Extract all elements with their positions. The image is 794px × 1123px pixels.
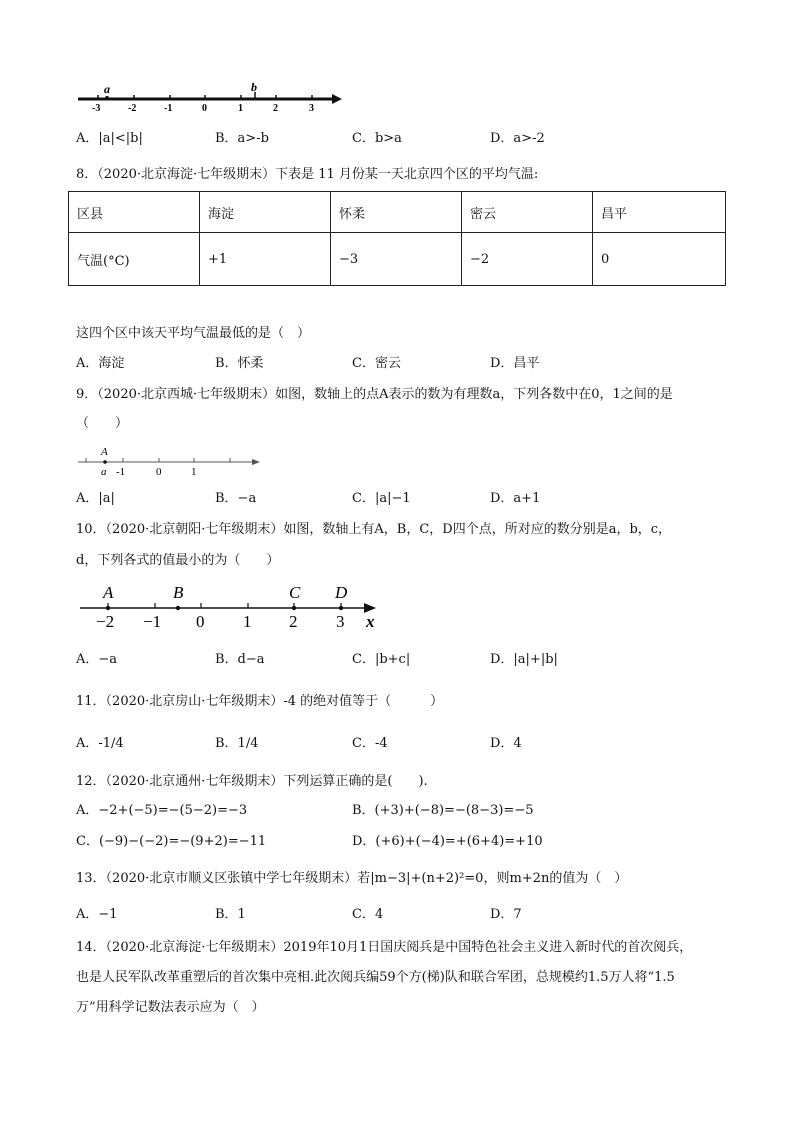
q10-point-label: D xyxy=(335,583,348,602)
q12-option-b[interactable]: B．(+3)+(−8)=−(8−3)=−5 xyxy=(352,803,534,818)
q11-option-a[interactable]: A．-1/4 xyxy=(76,736,124,751)
q10-point-label: B xyxy=(173,583,184,602)
q9-stem-line1: 9．（2020·北京西城·七年级期末）如图，数轴上的点A表示的数为有理数a，下列各数中在0，1之间的是 xyxy=(76,387,673,402)
q7-option-b[interactable]: B．a>-b xyxy=(215,131,269,146)
table-cell: 昌平 xyxy=(593,192,726,233)
q14-line1: 14．（2020·北京海淀·七年级期末）2019年10月1日国庆阅兵是中国特色社会主义进入新时代的首次阅兵， xyxy=(76,940,693,955)
q8-temperature-table xyxy=(68,191,726,286)
q8-option-b[interactable]: B．怀柔 xyxy=(215,356,264,371)
q13-option-b[interactable]: B．1 xyxy=(215,907,246,922)
q10-stem-line2: d，下列各式的值最小的为（ ） xyxy=(76,553,280,568)
q10-point-label: C xyxy=(289,583,301,602)
q9-tick-label: 0 xyxy=(156,466,162,478)
q10-option-d[interactable]: D．|a|+|b| xyxy=(490,652,558,667)
table-cell: 气温(°C) xyxy=(69,233,200,286)
q10-point-c xyxy=(292,606,296,610)
q12-option-c[interactable]: C．(−9)−(−2)=−(9+2)=−11 xyxy=(76,834,267,849)
q12-option-d[interactable]: D．(+6)+(−4)=+(6+4)=+10 xyxy=(352,834,543,849)
q11-option-d[interactable]: D．4 xyxy=(490,736,522,751)
q8-option-c[interactable]: C．密云 xyxy=(352,356,401,371)
q13-stem: 13．（2020·北京市顺义区张镇中学七年级期末）若|m−3|+(n+2)²=0，则m+2n的值为（ ） xyxy=(76,871,628,886)
q10-tick-label: 2 xyxy=(289,612,298,630)
table-cell: −3 xyxy=(331,233,462,286)
q10-tick-labels xyxy=(96,612,345,630)
q7-tick-label: 2 xyxy=(273,103,278,114)
table-cell: 0 xyxy=(593,233,726,286)
q10-tick-label: −2 xyxy=(96,612,115,630)
q7-option-d[interactable]: D．a>-2 xyxy=(490,131,545,146)
q7-label-b: b xyxy=(251,82,257,94)
table-cell: 区县 xyxy=(69,192,200,233)
q9-option-c[interactable]: C．|a|−1 xyxy=(352,491,411,506)
q9-point-a xyxy=(103,460,107,464)
q10-axis-label: x xyxy=(366,612,375,630)
q8-stem: 8．（2020·北京海淀·七年级期末）下表是 11 月份某一天北京四个区的平均气温: xyxy=(76,167,539,182)
q14-line2: 也是人民军队改革重塑后的首次集中亮相.此次阅兵编59个方(梯)队和联合军团，总规模约1.5万人将“1.5 xyxy=(76,970,675,985)
q9-ticks xyxy=(86,458,230,462)
q7-option-c[interactable]: C．b>a xyxy=(352,131,402,146)
q12-option-a[interactable]: A．−2+(−5)=−(5−2)=−3 xyxy=(76,803,248,818)
q9-tick-label: -1 xyxy=(116,466,126,478)
q7-tick-label: 1 xyxy=(238,103,243,114)
q7-tick-label: -3 xyxy=(92,103,101,114)
table-row xyxy=(69,233,726,286)
q10-point-a xyxy=(106,606,110,610)
q11-option-c[interactable]: C．-4 xyxy=(352,736,388,751)
q14-line3: 万”用科学记数法表示应为（ ） xyxy=(76,1000,265,1015)
q7-tick-label: -2 xyxy=(128,103,137,114)
q9-axis-arrow-icon xyxy=(252,459,260,465)
q10-number-line xyxy=(76,580,386,630)
q7-option-a[interactable]: A．|a|<|b| xyxy=(76,131,143,146)
q10-point-label: A xyxy=(103,583,114,602)
q9-point-label: A xyxy=(101,446,108,458)
table-cell: 怀柔 xyxy=(331,192,462,233)
q7-tick-label: -1 xyxy=(164,103,173,114)
q7-label-a: a xyxy=(104,82,110,96)
q13-option-d[interactable]: D．7 xyxy=(490,907,522,922)
q9-option-b[interactable]: B．−a xyxy=(215,491,257,506)
q10-stem-line1: 10．（2020·北京朝阳·七年级期末）如图，数轴上有A，B，C，D四个点，所对应的数分别是a，b，c， xyxy=(76,522,672,537)
q9-stem-line2: （ ） xyxy=(76,416,129,431)
q10-option-b[interactable]: B．d−a xyxy=(215,652,265,667)
q13-option-c[interactable]: C．4 xyxy=(352,907,384,922)
q7-number-line xyxy=(70,82,350,114)
q10-tick-label: 0 xyxy=(196,612,205,630)
q7-point-a xyxy=(105,96,109,100)
table-cell: 海淀 xyxy=(200,192,331,233)
q9-tick-label: 1 xyxy=(191,466,197,478)
q10-option-c[interactable]: C．|b+c| xyxy=(352,652,411,667)
q10-tick-label: −1 xyxy=(143,612,162,630)
q10-point-d xyxy=(339,606,343,610)
q9-var-label: a xyxy=(101,466,107,478)
table-cell: +1 xyxy=(200,233,331,286)
table-header-row xyxy=(69,192,726,233)
table-cell: −2 xyxy=(462,233,593,286)
q10-point-labels xyxy=(102,583,348,602)
q7-tick-labels xyxy=(92,103,314,114)
q8-option-d[interactable]: D．昌平 xyxy=(490,356,540,371)
q8-option-a[interactable]: A．海淀 xyxy=(76,356,125,371)
q10-tick-label: 1 xyxy=(243,612,252,630)
q11-option-b[interactable]: B．1/4 xyxy=(215,736,259,751)
q11-stem: 11．（2020·北京房山·七年级期末）-4 的绝对值等于（ ） xyxy=(76,694,444,709)
q9-option-a[interactable]: A．|a| xyxy=(76,491,115,506)
q10-option-a[interactable]: A．−a xyxy=(76,652,118,667)
q9-option-d[interactable]: D．a+1 xyxy=(490,491,541,506)
q7-axis-arrow-icon xyxy=(332,94,342,104)
q13-option-a[interactable]: A．−1 xyxy=(76,907,118,922)
q8-question: 这四个区中该天平均气温最低的是（ ） xyxy=(76,326,311,341)
q12-stem: 12．（2020·北京通州·七年级期末）下列运算正确的是( ). xyxy=(76,774,428,789)
q10-tick-label: 3 xyxy=(336,612,345,630)
q7-tick-label: 0 xyxy=(202,103,207,114)
q10-point-b xyxy=(176,606,180,610)
table-cell: 密云 xyxy=(462,192,593,233)
q7-tick-label: 3 xyxy=(309,103,314,114)
q9-number-line xyxy=(76,442,266,480)
